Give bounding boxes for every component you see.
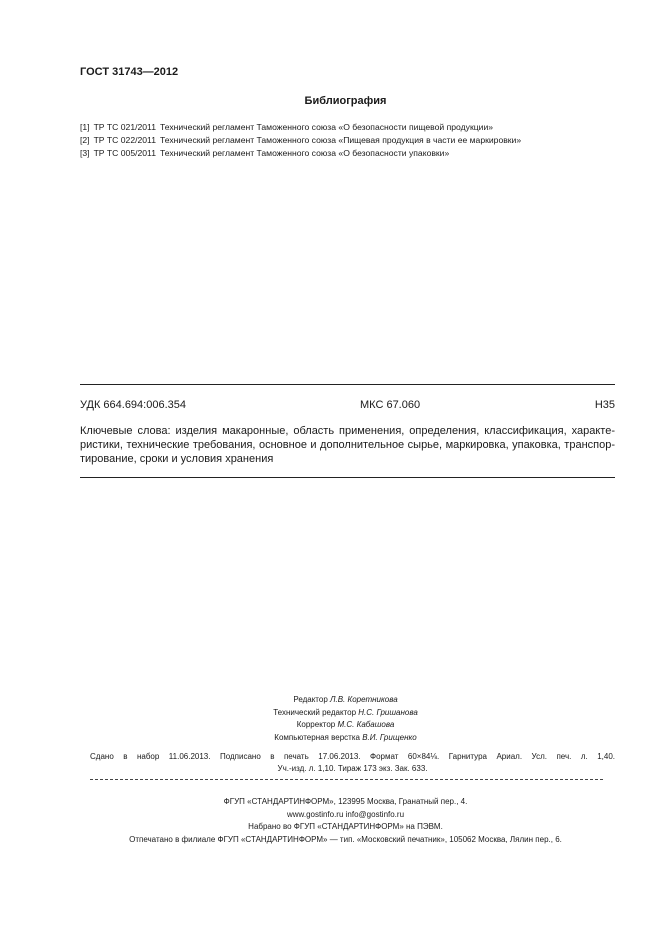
printer-info [0, 796, 661, 846]
credit-line: Редактор Л.В. Коретникова [293, 695, 398, 704]
bibliography-item-number: [1] [80, 122, 90, 132]
credit-line: Корректор М.С. Кабашова [296, 720, 395, 729]
keywords-line: ристики, технические требования, основное и дополнительное сырье, маркировка, упаковка, транспор- [80, 439, 615, 451]
keywords-line: тирование, сроки и условия хранения [80, 453, 274, 465]
printer-line: Набрано во ФГУП «СТАНДАРТИНФОРМ» на ПЭВМ. [248, 822, 443, 831]
bibliography-item-code: ТР ТС 021/2011 [93, 122, 156, 132]
mks-code: МКС 67.060 [360, 399, 421, 411]
credit-line: Компьютерная верстка В.И. Грищенко [274, 732, 417, 742]
editorial-credits [0, 694, 661, 744]
bibliography-title: Библиография [304, 95, 387, 107]
bibliography-item-number: [3] [80, 148, 90, 158]
dashed-separator [90, 779, 603, 780]
publication-line: Сдано в набор 11.06.2013. Подписано в печать 17.06.2013. Формат 60×84⅛. Гарнитура Ариал. Усл. печ. л. 1,40. [90, 752, 615, 761]
bottom-divider [80, 477, 615, 478]
bibliography-list [80, 121, 525, 160]
credit-line: Технический редактор Н.С. Гришанова [273, 707, 418, 717]
bibliography-item-text: Технический регламент Таможенного союза «Пищевая продукция в части ее маркировки» [159, 135, 522, 145]
printer-line: Отпечатано в филиале ФГУП «СТАНДАРТИНФОРМ» — тип. «Московский печатник», 105062 Москва, Лялин пер., 6. [129, 834, 562, 844]
bibliography-item [80, 134, 525, 147]
bibliography-item-number: [2] [80, 135, 90, 145]
bibliography-item [80, 121, 525, 134]
udk-code: УДК 664.694:006.354 [80, 399, 186, 411]
top-divider [80, 384, 615, 385]
bibliography-item-code: ТР ТС 022/2011 [93, 135, 156, 145]
bibliography-item-text: Технический регламент Таможенного союза «О безопасности упаковки» [159, 148, 450, 158]
bibliography-item [80, 147, 525, 160]
group-code: Н35 [594, 399, 615, 411]
keywords-paragraph [80, 424, 615, 466]
printer-line: www.gostinfo.ru info@gostinfo.ru [286, 809, 405, 819]
publication-line: Уч.-изд. л. 1,10. Тираж 173 экз. Зак. 633. [277, 764, 428, 773]
bibliography-item-code: ТР ТС 005/2011 [93, 148, 156, 158]
publication-info [90, 751, 615, 775]
printer-line: ФГУП «СТАНДАРТИНФОРМ», 123995 Москва, Гранатный пер., 4. [223, 797, 468, 806]
keywords-line: Ключевые слова: изделия макаронные, область применения, определения, классификация, характе- [80, 425, 615, 437]
standard-code: ГОСТ 31743—2012 [80, 66, 179, 78]
bibliography-item-text: Технический регламент Таможенного союза «О безопасности пищевой продукции» [159, 122, 494, 132]
